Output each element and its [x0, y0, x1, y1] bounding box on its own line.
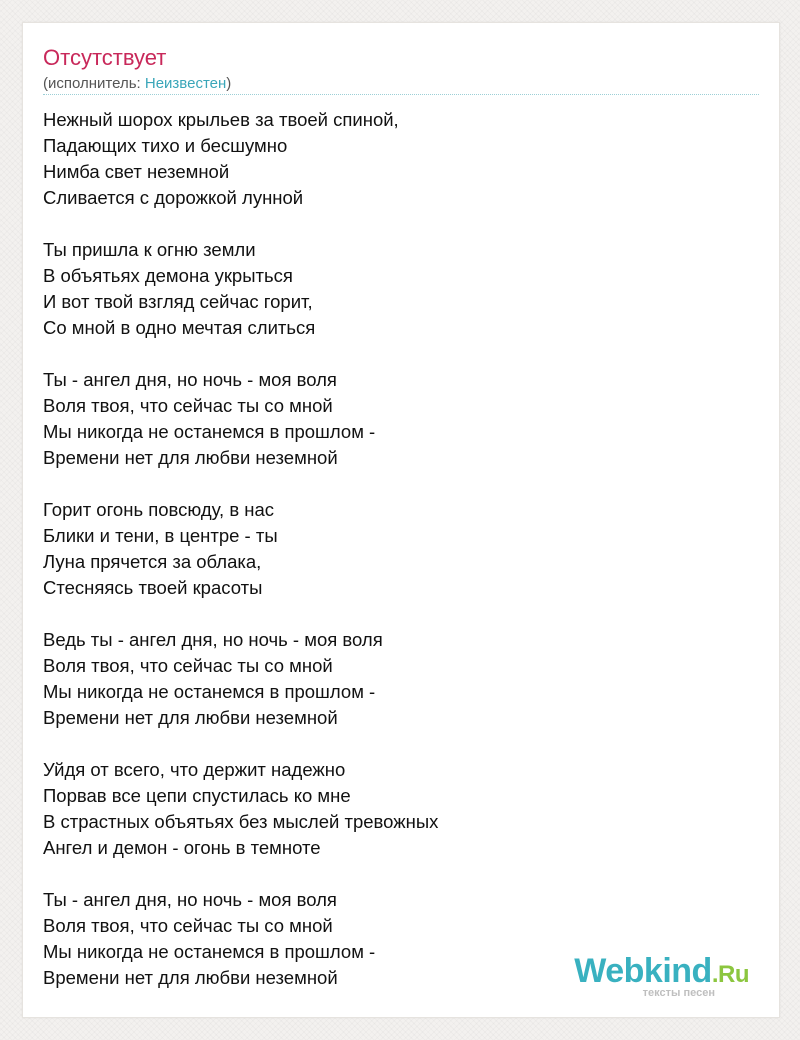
- lyric-line: Ангел и демон - огонь в темноте: [43, 837, 321, 858]
- song-title: Отсутствует: [43, 45, 167, 70]
- lyrics-body: [43, 107, 759, 1017]
- lyric-line: Ты - ангел дня, но ночь - моя воля: [43, 889, 337, 910]
- logo-tagline: тексты песен: [642, 987, 715, 999]
- lyric-line: Ведь ты - ангел дня, но ночь - моя воля: [43, 629, 383, 650]
- lyric-line: Блики и тени, в центре - ты: [43, 525, 278, 546]
- lyric-line: Ты - ангел дня, но ночь - моя воля: [43, 369, 337, 390]
- artist-line: [43, 75, 231, 93]
- lyric-line: Времени нет для любви неземной: [43, 967, 338, 988]
- lyric-line: Луна прячется за облака,: [43, 551, 262, 572]
- stanza-6: [43, 757, 759, 861]
- lyric-line: Мы никогда не останемся в прошлом -: [43, 421, 376, 442]
- lyric-line: Воля твоя, что сейчас ты со мной: [43, 395, 333, 416]
- lyric-line: В объятьях демона укрыться: [43, 265, 293, 286]
- lyric-line: Стесняясь твоей красоты: [43, 577, 263, 598]
- lyric-line: Нимба свет неземной: [43, 161, 230, 182]
- stanza-3: [43, 367, 759, 471]
- title-divider: [43, 94, 759, 95]
- lyric-line: Со мной в одно мечтая слиться: [43, 317, 316, 338]
- lyric-line: Уйдя от всего, что держит надежно: [43, 759, 346, 780]
- lyric-line: В страстных объятьях без мыслей тревожных: [43, 811, 439, 832]
- lyric-line: Воля твоя, что сейчас ты со мной: [43, 915, 333, 936]
- stanza-2: [43, 237, 759, 341]
- lyric-line: Мы никогда не останемся в прошлом -: [43, 681, 376, 702]
- lyric-line: Падающих тихо и бесшумно: [43, 135, 288, 156]
- lyric-line: Сливается с дорожкой лунной: [43, 187, 304, 208]
- logo-brand: Webkind: [574, 952, 712, 990]
- lyric-line: Мы никогда не останемся в прошлом -: [43, 941, 376, 962]
- lyric-line: Времени нет для любви неземной: [43, 707, 338, 728]
- logo-tld: .Ru: [711, 961, 749, 988]
- site-watermark-logo: [549, 951, 749, 1001]
- lyric-line: Времени нет для любви неземной: [43, 447, 338, 468]
- stanza-1: [43, 107, 759, 211]
- artist-suffix: ): [226, 75, 232, 92]
- lyric-line: Ты пришла к огню земли: [43, 239, 256, 260]
- lyric-line: Порвав все цепи спустилась ко мне: [43, 785, 351, 806]
- lyric-line: Воля твоя, что сейчас ты со мной: [43, 655, 333, 676]
- lyrics-card: [22, 22, 780, 1018]
- lyric-line: Нежный шорох крыльев за твоей спиной,: [43, 109, 399, 130]
- lyric-line: И вот твой взгляд сейчас горит,: [43, 291, 313, 312]
- artist-link[interactable]: Неизвестен: [144, 75, 227, 92]
- artist-prefix: (исполнитель:: [43, 75, 145, 92]
- stanza-5: [43, 627, 759, 731]
- stanza-4: [43, 497, 759, 601]
- lyric-line: Горит огонь повсюду, в нас: [43, 499, 275, 520]
